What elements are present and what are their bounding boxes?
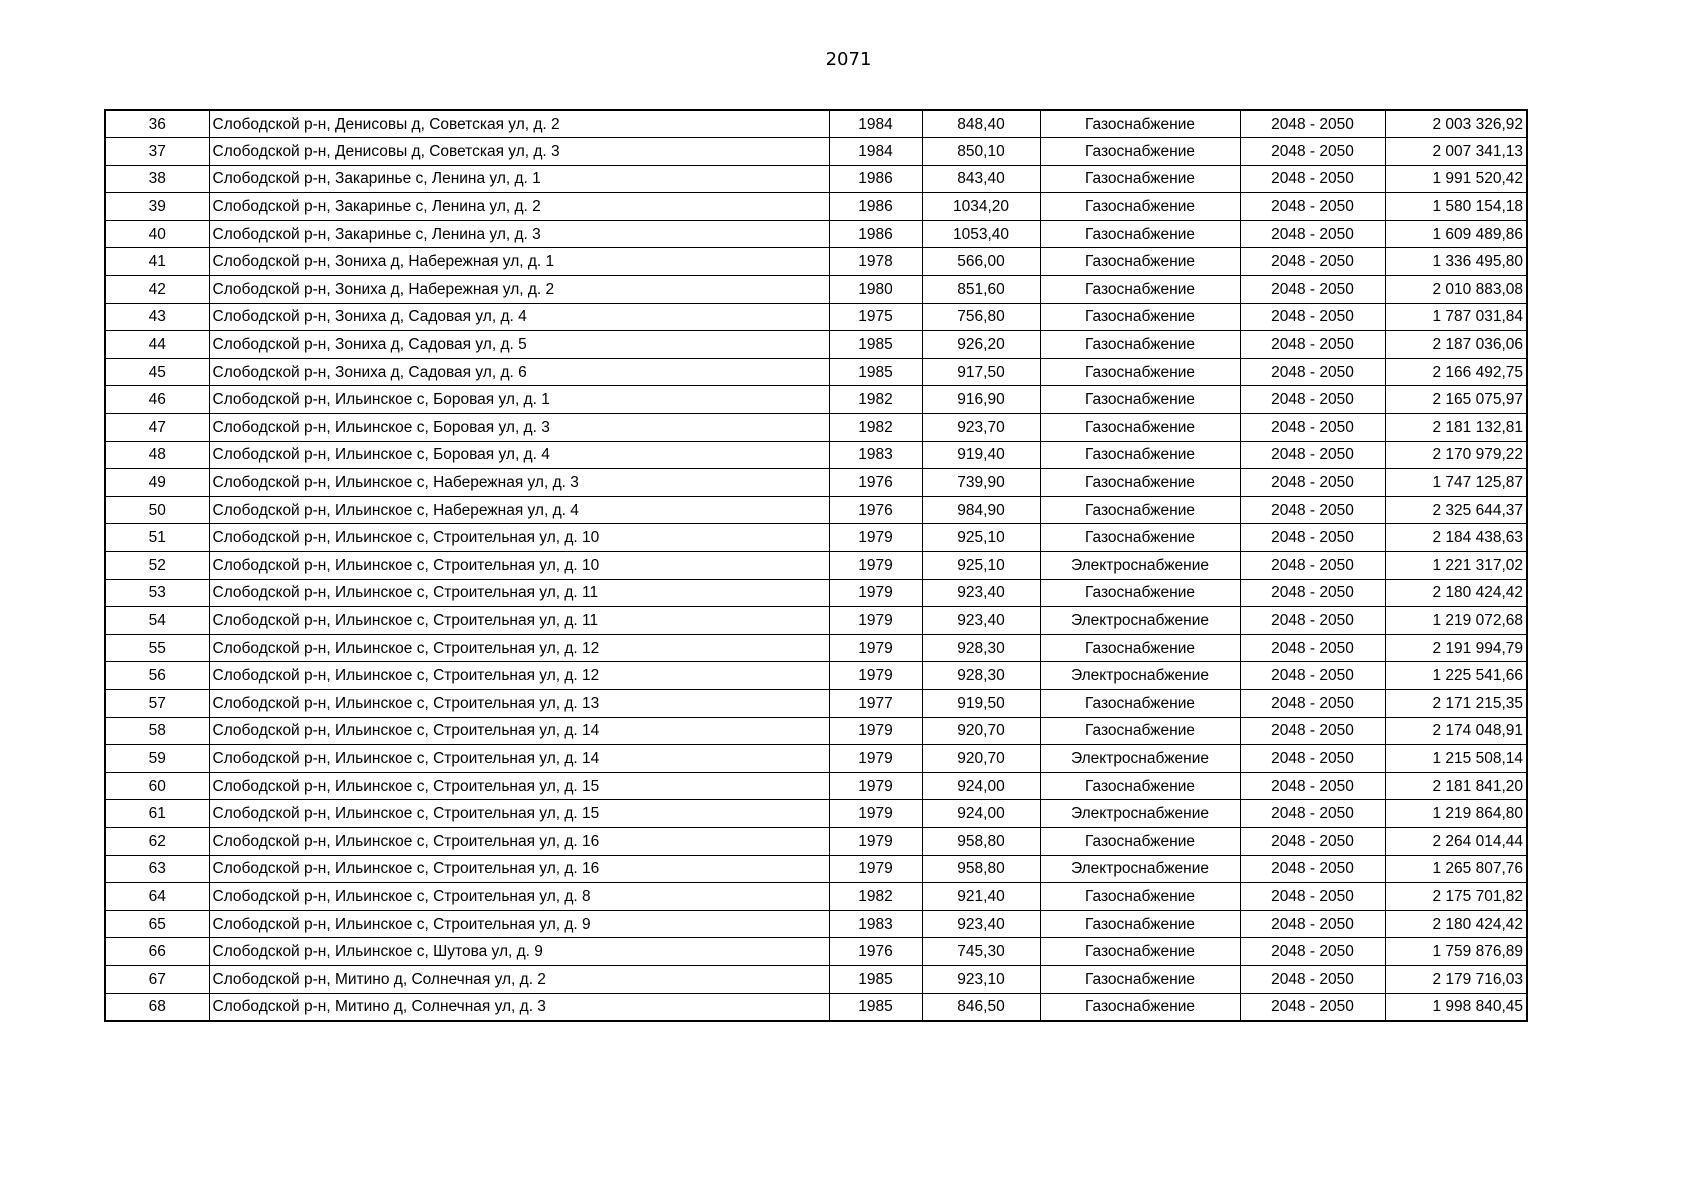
year-cell: 1979 — [829, 524, 922, 552]
area-cell: 920,70 — [922, 717, 1040, 745]
period-cell: 2048 - 2050 — [1240, 110, 1385, 138]
year-cell: 1978 — [829, 248, 922, 276]
period-cell: 2048 - 2050 — [1240, 993, 1385, 1021]
service-type-cell: Электроснабжение — [1040, 855, 1240, 883]
row-number-cell: 41 — [105, 248, 209, 276]
row-number-cell: 64 — [105, 883, 209, 911]
year-cell: 1986 — [829, 165, 922, 193]
address-cell: Слободской р-н, Ильинское с, Строительная ул, д. 8 — [209, 883, 829, 911]
period-cell: 2048 - 2050 — [1240, 827, 1385, 855]
row-number-cell: 57 — [105, 689, 209, 717]
cost-cell: 1 580 154,18 — [1385, 193, 1527, 221]
area-cell: 958,80 — [922, 827, 1040, 855]
page-number: 2071 — [825, 49, 872, 70]
year-cell: 1986 — [829, 220, 922, 248]
row-number-cell: 54 — [105, 607, 209, 635]
cost-cell: 2 179 716,03 — [1385, 965, 1527, 993]
period-cell: 2048 - 2050 — [1240, 855, 1385, 883]
table-row — [105, 165, 1527, 193]
address-cell: Слободской р-н, Ильинское с, Строительная ул, д. 16 — [209, 855, 829, 883]
cost-cell: 2 171 215,35 — [1385, 689, 1527, 717]
area-cell: 920,70 — [922, 745, 1040, 773]
address-cell: Слободской р-н, Ильинское с, Строительная ул, д. 9 — [209, 910, 829, 938]
table-row — [105, 469, 1527, 497]
cost-cell: 2 180 424,42 — [1385, 910, 1527, 938]
cost-cell: 1 998 840,45 — [1385, 993, 1527, 1021]
address-cell: Слободской р-н, Зониха д, Набережная ул, д. 1 — [209, 248, 829, 276]
area-cell: 919,40 — [922, 441, 1040, 469]
area-cell: 851,60 — [922, 276, 1040, 304]
area-cell: 919,50 — [922, 689, 1040, 717]
table-row — [105, 496, 1527, 524]
cost-cell: 1 336 495,80 — [1385, 248, 1527, 276]
address-cell: Слободской р-н, Митино д, Солнечная ул, д. 2 — [209, 965, 829, 993]
row-number-cell: 45 — [105, 358, 209, 386]
buildings-table — [104, 109, 1528, 1022]
year-cell: 1976 — [829, 469, 922, 497]
period-cell: 2048 - 2050 — [1240, 331, 1385, 359]
cost-cell: 2 175 701,82 — [1385, 883, 1527, 911]
area-cell: 925,10 — [922, 552, 1040, 580]
row-number-cell: 61 — [105, 800, 209, 828]
year-cell: 1976 — [829, 496, 922, 524]
table-row — [105, 827, 1527, 855]
cost-cell: 1 787 031,84 — [1385, 303, 1527, 331]
area-cell: 739,90 — [922, 469, 1040, 497]
table-row — [105, 276, 1527, 304]
row-number-cell: 50 — [105, 496, 209, 524]
year-cell: 1985 — [829, 965, 922, 993]
service-type-cell: Газоснабжение — [1040, 138, 1240, 166]
table-row — [105, 386, 1527, 414]
table-row — [105, 938, 1527, 966]
period-cell: 2048 - 2050 — [1240, 165, 1385, 193]
service-type-cell: Газоснабжение — [1040, 303, 1240, 331]
period-cell: 2048 - 2050 — [1240, 745, 1385, 773]
table-row — [105, 138, 1527, 166]
row-number-cell: 58 — [105, 717, 209, 745]
area-cell: 925,10 — [922, 524, 1040, 552]
year-cell: 1982 — [829, 414, 922, 442]
service-type-cell: Газоснабжение — [1040, 414, 1240, 442]
table-row — [105, 358, 1527, 386]
address-cell: Слободской р-н, Ильинское с, Набережная ул, д. 3 — [209, 469, 829, 497]
area-cell: 566,00 — [922, 248, 1040, 276]
period-cell: 2048 - 2050 — [1240, 662, 1385, 690]
period-cell: 2048 - 2050 — [1240, 276, 1385, 304]
address-cell: Слободской р-н, Ильинское с, Строительная ул, д. 13 — [209, 689, 829, 717]
table-row — [105, 441, 1527, 469]
period-cell: 2048 - 2050 — [1240, 965, 1385, 993]
service-type-cell: Электроснабжение — [1040, 607, 1240, 635]
year-cell: 1982 — [829, 883, 922, 911]
period-cell: 2048 - 2050 — [1240, 552, 1385, 580]
table-row — [105, 800, 1527, 828]
area-cell: 850,10 — [922, 138, 1040, 166]
table-row — [105, 772, 1527, 800]
year-cell: 1979 — [829, 855, 922, 883]
address-cell: Слободской р-н, Ильинское с, Строительная ул, д. 16 — [209, 827, 829, 855]
period-cell: 2048 - 2050 — [1240, 689, 1385, 717]
table-row — [105, 331, 1527, 359]
cost-cell: 1 215 508,14 — [1385, 745, 1527, 773]
address-cell: Слободской р-н, Закаринье с, Ленина ул, д. 3 — [209, 220, 829, 248]
year-cell: 1979 — [829, 827, 922, 855]
service-type-cell: Газоснабжение — [1040, 717, 1240, 745]
address-cell: Слободской р-н, Ильинское с, Строительная ул, д. 11 — [209, 579, 829, 607]
cost-cell: 2 184 438,63 — [1385, 524, 1527, 552]
service-type-cell: Электроснабжение — [1040, 800, 1240, 828]
cost-cell: 2 003 326,92 — [1385, 110, 1527, 138]
year-cell: 1985 — [829, 993, 922, 1021]
address-cell: Слободской р-н, Ильинское с, Строительная ул, д. 12 — [209, 634, 829, 662]
year-cell: 1982 — [829, 386, 922, 414]
table-row — [105, 524, 1527, 552]
period-cell: 2048 - 2050 — [1240, 717, 1385, 745]
area-cell: 916,90 — [922, 386, 1040, 414]
row-number-cell: 60 — [105, 772, 209, 800]
address-cell: Слободской р-н, Зониха д, Набережная ул, д. 2 — [209, 276, 829, 304]
area-cell: 921,40 — [922, 883, 1040, 911]
table-row — [105, 220, 1527, 248]
address-cell: Слободской р-н, Ильинское с, Строительная ул, д. 11 — [209, 607, 829, 635]
year-cell: 1980 — [829, 276, 922, 304]
service-type-cell: Газоснабжение — [1040, 965, 1240, 993]
service-type-cell: Электроснабжение — [1040, 745, 1240, 773]
area-cell: 1034,20 — [922, 193, 1040, 221]
year-cell: 1979 — [829, 634, 922, 662]
address-cell: Слободской р-н, Ильинское с, Строительная ул, д. 15 — [209, 772, 829, 800]
cost-cell: 2 180 424,42 — [1385, 579, 1527, 607]
cost-cell: 1 219 072,68 — [1385, 607, 1527, 635]
area-cell: 984,90 — [922, 496, 1040, 524]
year-cell: 1975 — [829, 303, 922, 331]
period-cell: 2048 - 2050 — [1240, 138, 1385, 166]
table-row — [105, 193, 1527, 221]
cost-cell: 2 010 883,08 — [1385, 276, 1527, 304]
service-type-cell: Газоснабжение — [1040, 193, 1240, 221]
row-number-cell: 37 — [105, 138, 209, 166]
table-row — [105, 110, 1527, 138]
address-cell: Слободской р-н, Ильинское с, Шутова ул, д. 9 — [209, 938, 829, 966]
period-cell: 2048 - 2050 — [1240, 358, 1385, 386]
address-cell: Слободской р-н, Ильинское с, Боровая ул, д. 4 — [209, 441, 829, 469]
row-number-cell: 40 — [105, 220, 209, 248]
service-type-cell: Газоснабжение — [1040, 579, 1240, 607]
table-row — [105, 965, 1527, 993]
service-type-cell: Газоснабжение — [1040, 689, 1240, 717]
period-cell: 2048 - 2050 — [1240, 800, 1385, 828]
address-cell: Слободской р-н, Ильинское с, Строительная ул, д. 15 — [209, 800, 829, 828]
service-type-cell: Газоснабжение — [1040, 827, 1240, 855]
area-cell: 848,40 — [922, 110, 1040, 138]
year-cell: 1984 — [829, 110, 922, 138]
period-cell: 2048 - 2050 — [1240, 634, 1385, 662]
row-number-cell: 52 — [105, 552, 209, 580]
cost-cell: 1 265 807,76 — [1385, 855, 1527, 883]
service-type-cell: Газоснабжение — [1040, 524, 1240, 552]
table-row — [105, 607, 1527, 635]
table-row — [105, 579, 1527, 607]
period-cell: 2048 - 2050 — [1240, 883, 1385, 911]
area-cell: 923,10 — [922, 965, 1040, 993]
cost-cell: 2 181 841,20 — [1385, 772, 1527, 800]
table-row — [105, 634, 1527, 662]
service-type-cell: Газоснабжение — [1040, 220, 1240, 248]
period-cell: 2048 - 2050 — [1240, 220, 1385, 248]
year-cell: 1983 — [829, 441, 922, 469]
period-cell: 2048 - 2050 — [1240, 248, 1385, 276]
row-number-cell: 47 — [105, 414, 209, 442]
table-row — [105, 689, 1527, 717]
service-type-cell: Газоснабжение — [1040, 110, 1240, 138]
year-cell: 1977 — [829, 689, 922, 717]
cost-cell: 2 174 048,91 — [1385, 717, 1527, 745]
address-cell: Слободской р-н, Денисовы д, Советская ул, д. 2 — [209, 110, 829, 138]
row-number-cell: 43 — [105, 303, 209, 331]
address-cell: Слободской р-н, Зониха д, Садовая ул, д. 4 — [209, 303, 829, 331]
row-number-cell: 53 — [105, 579, 209, 607]
year-cell: 1979 — [829, 745, 922, 773]
year-cell: 1979 — [829, 552, 922, 580]
year-cell: 1979 — [829, 800, 922, 828]
address-cell: Слободской р-н, Ильинское с, Строительная ул, д. 12 — [209, 662, 829, 690]
period-cell: 2048 - 2050 — [1240, 386, 1385, 414]
table-row — [105, 552, 1527, 580]
table-row — [105, 910, 1527, 938]
year-cell: 1979 — [829, 662, 922, 690]
area-cell: 846,50 — [922, 993, 1040, 1021]
row-number-cell: 49 — [105, 469, 209, 497]
row-number-cell: 44 — [105, 331, 209, 359]
table-row — [105, 993, 1527, 1021]
cost-cell: 2 191 994,79 — [1385, 634, 1527, 662]
table-row — [105, 717, 1527, 745]
row-number-cell: 39 — [105, 193, 209, 221]
area-cell: 926,20 — [922, 331, 1040, 359]
service-type-cell: Газоснабжение — [1040, 993, 1240, 1021]
service-type-cell: Газоснабжение — [1040, 772, 1240, 800]
address-cell: Слободской р-н, Зониха д, Садовая ул, д. 6 — [209, 358, 829, 386]
year-cell: 1979 — [829, 772, 922, 800]
row-number-cell: 65 — [105, 910, 209, 938]
row-number-cell: 36 — [105, 110, 209, 138]
cost-cell: 1 991 520,42 — [1385, 165, 1527, 193]
area-cell: 924,00 — [922, 772, 1040, 800]
table-row — [105, 662, 1527, 690]
area-cell: 928,30 — [922, 662, 1040, 690]
row-number-cell: 59 — [105, 745, 209, 773]
year-cell: 1984 — [829, 138, 922, 166]
address-cell: Слободской р-н, Ильинское с, Строительная ул, д. 14 — [209, 745, 829, 773]
cost-cell: 2 264 014,44 — [1385, 827, 1527, 855]
service-type-cell: Электроснабжение — [1040, 662, 1240, 690]
year-cell: 1979 — [829, 717, 922, 745]
area-cell: 923,40 — [922, 607, 1040, 635]
cost-cell: 2 325 644,37 — [1385, 496, 1527, 524]
address-cell: Слободской р-н, Зониха д, Садовая ул, д. 5 — [209, 331, 829, 359]
service-type-cell: Газоснабжение — [1040, 358, 1240, 386]
address-cell: Слободской р-н, Ильинское с, Строительная ул, д. 10 — [209, 524, 829, 552]
service-type-cell: Газоснабжение — [1040, 883, 1240, 911]
period-cell: 2048 - 2050 — [1240, 441, 1385, 469]
address-cell: Слободской р-н, Закаринье с, Ленина ул, д. 1 — [209, 165, 829, 193]
year-cell: 1979 — [829, 607, 922, 635]
row-number-cell: 66 — [105, 938, 209, 966]
table-body — [105, 110, 1527, 1021]
address-cell: Слободской р-н, Денисовы д, Советская ул, д. 3 — [209, 138, 829, 166]
address-cell: Слободской р-н, Ильинское с, Боровая ул, д. 1 — [209, 386, 829, 414]
period-cell: 2048 - 2050 — [1240, 579, 1385, 607]
service-type-cell: Газоснабжение — [1040, 165, 1240, 193]
area-cell: 923,40 — [922, 910, 1040, 938]
row-number-cell: 63 — [105, 855, 209, 883]
period-cell: 2048 - 2050 — [1240, 772, 1385, 800]
cost-cell: 2 181 132,81 — [1385, 414, 1527, 442]
address-cell: Слободской р-н, Ильинское с, Боровая ул, д. 3 — [209, 414, 829, 442]
cost-cell: 1 747 125,87 — [1385, 469, 1527, 497]
cost-cell: 1 219 864,80 — [1385, 800, 1527, 828]
area-cell: 924,00 — [922, 800, 1040, 828]
cost-cell: 2 007 341,13 — [1385, 138, 1527, 166]
year-cell: 1985 — [829, 358, 922, 386]
row-number-cell: 46 — [105, 386, 209, 414]
service-type-cell: Газоснабжение — [1040, 331, 1240, 359]
row-number-cell: 56 — [105, 662, 209, 690]
cost-cell: 1 225 541,66 — [1385, 662, 1527, 690]
service-type-cell: Газоснабжение — [1040, 496, 1240, 524]
row-number-cell: 42 — [105, 276, 209, 304]
period-cell: 2048 - 2050 — [1240, 524, 1385, 552]
cost-cell: 1 221 317,02 — [1385, 552, 1527, 580]
row-number-cell: 55 — [105, 634, 209, 662]
address-cell: Слободской р-н, Ильинское с, Строительная ул, д. 10 — [209, 552, 829, 580]
row-number-cell: 38 — [105, 165, 209, 193]
year-cell: 1986 — [829, 193, 922, 221]
cost-cell: 1 609 489,86 — [1385, 220, 1527, 248]
period-cell: 2048 - 2050 — [1240, 193, 1385, 221]
service-type-cell: Электроснабжение — [1040, 552, 1240, 580]
period-cell: 2048 - 2050 — [1240, 414, 1385, 442]
address-cell: Слободской р-н, Ильинское с, Строительная ул, д. 14 — [209, 717, 829, 745]
service-type-cell: Газоснабжение — [1040, 938, 1240, 966]
table-row — [105, 883, 1527, 911]
area-cell: 843,40 — [922, 165, 1040, 193]
year-cell: 1976 — [829, 938, 922, 966]
table-row — [105, 855, 1527, 883]
address-cell: Слободской р-н, Митино д, Солнечная ул, д. 3 — [209, 993, 829, 1021]
area-cell: 745,30 — [922, 938, 1040, 966]
period-cell: 2048 - 2050 — [1240, 910, 1385, 938]
area-cell: 958,80 — [922, 855, 1040, 883]
address-cell: Слободской р-н, Закаринье с, Ленина ул, д. 2 — [209, 193, 829, 221]
period-cell: 2048 - 2050 — [1240, 469, 1385, 497]
table-row — [105, 303, 1527, 331]
year-cell: 1985 — [829, 331, 922, 359]
cost-cell: 2 187 036,06 — [1385, 331, 1527, 359]
area-cell: 923,40 — [922, 579, 1040, 607]
cost-cell: 1 759 876,89 — [1385, 938, 1527, 966]
table-row — [105, 745, 1527, 773]
cost-cell: 2 170 979,22 — [1385, 441, 1527, 469]
service-type-cell: Газоснабжение — [1040, 469, 1240, 497]
period-cell: 2048 - 2050 — [1240, 607, 1385, 635]
table-row — [105, 414, 1527, 442]
period-cell: 2048 - 2050 — [1240, 303, 1385, 331]
area-cell: 923,70 — [922, 414, 1040, 442]
year-cell: 1979 — [829, 579, 922, 607]
area-cell: 1053,40 — [922, 220, 1040, 248]
period-cell: 2048 - 2050 — [1240, 496, 1385, 524]
row-number-cell: 67 — [105, 965, 209, 993]
period-cell: 2048 - 2050 — [1240, 938, 1385, 966]
cost-cell: 2 166 492,75 — [1385, 358, 1527, 386]
area-cell: 756,80 — [922, 303, 1040, 331]
service-type-cell: Газоснабжение — [1040, 910, 1240, 938]
row-number-cell: 48 — [105, 441, 209, 469]
year-cell: 1983 — [829, 910, 922, 938]
area-cell: 928,30 — [922, 634, 1040, 662]
address-cell: Слободской р-н, Ильинское с, Набережная ул, д. 4 — [209, 496, 829, 524]
service-type-cell: Газоснабжение — [1040, 248, 1240, 276]
area-cell: 917,50 — [922, 358, 1040, 386]
service-type-cell: Газоснабжение — [1040, 386, 1240, 414]
service-type-cell: Газоснабжение — [1040, 634, 1240, 662]
service-type-cell: Газоснабжение — [1040, 276, 1240, 304]
row-number-cell: 51 — [105, 524, 209, 552]
row-number-cell: 62 — [105, 827, 209, 855]
row-number-cell: 68 — [105, 993, 209, 1021]
cost-cell: 2 165 075,97 — [1385, 386, 1527, 414]
service-type-cell: Газоснабжение — [1040, 441, 1240, 469]
table-row — [105, 248, 1527, 276]
